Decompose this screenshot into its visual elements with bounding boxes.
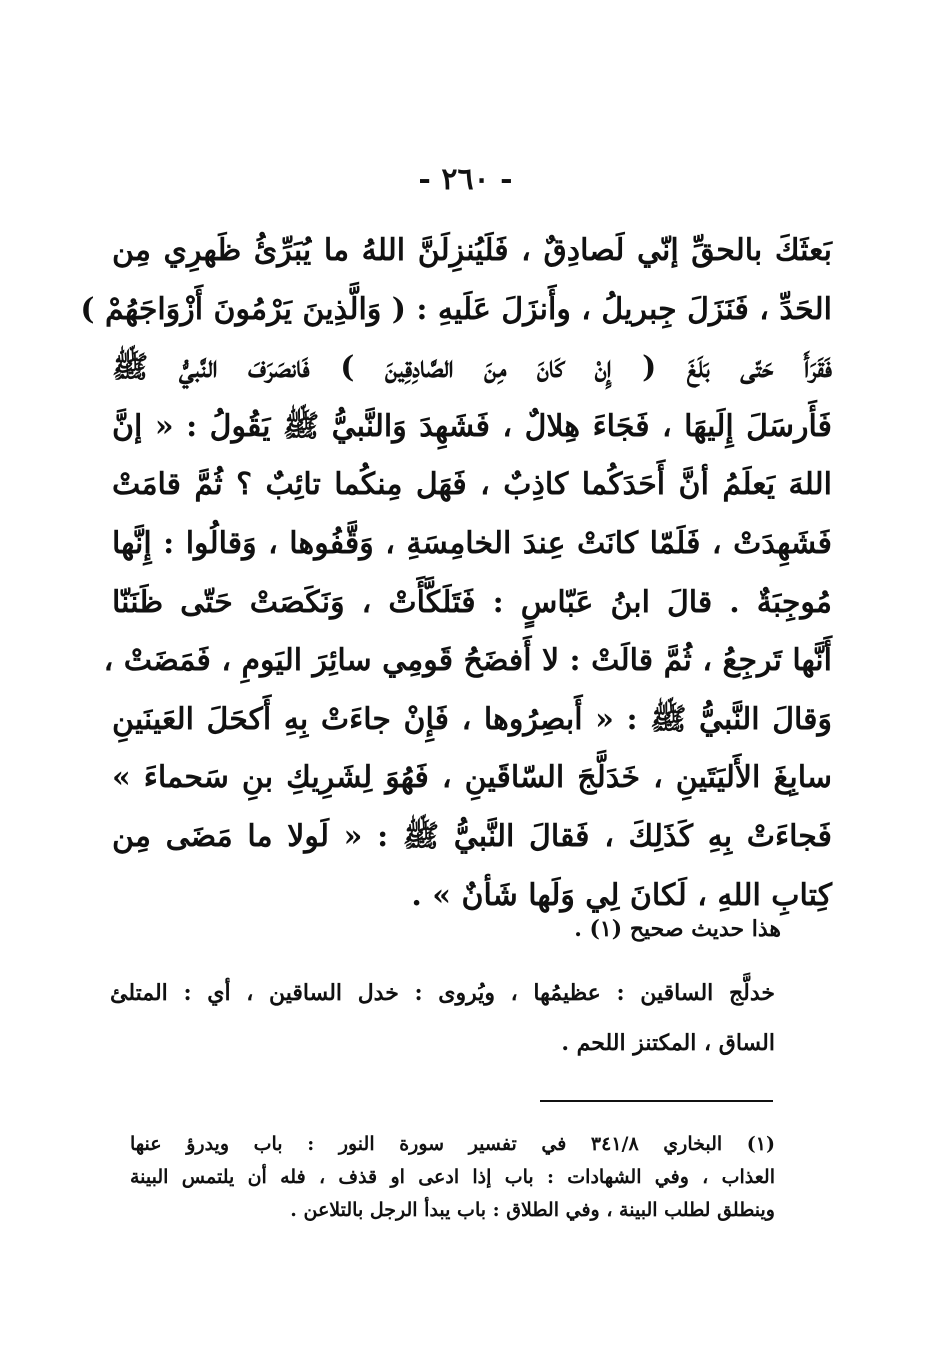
gloss-line: الساق ، المكتنز اللحم . xyxy=(561,1030,775,1056)
body-line: وَقالَ النَّبيُّ ﷺ : « أَبصِرُوها ، فَإِنْ جاءَتْ بِهِ أَكحَلَ العَينَينِ xyxy=(112,701,832,737)
gloss-line: خدلَّج الساقين : عظيمُها ، ويُروى : خدل الساقين ، أي : المتلئ xyxy=(110,980,775,1006)
body-line: فَأَرسَلَ إِلَيهَا ، فَجَاءَ هِلالٌ ، فَشَهِدَ وَالنَّبيُّ ﷺ يَقُولُ : « إنَّ xyxy=(112,408,832,444)
word-gloss xyxy=(110,968,775,1068)
hadith-body-text xyxy=(80,222,832,925)
footnote-divider xyxy=(540,1100,773,1102)
footnote-line: (١) البخاري ٣٤١/٨ في تفسير سورة النور : باب ويدرؤ عنها xyxy=(130,1133,775,1155)
hadith-grade-note: هذا حديث صحيح (١) . xyxy=(574,916,781,942)
body-line: الحَدِّ ، فَنَزَلَ جِبريلُ ، وأَنزَلَ عَلَيهِ : ( وَالَّذِينَ يَرْمُونَ أَزْوَاجَهُمْ ) xyxy=(80,291,832,327)
body-line: مُوجِبَةٌ . قالَ ابنُ عَبّاسٍ : فَتَلَكَّأَتْ ، وَنَكَصَتْ حَتّى ظَنَنّا xyxy=(112,584,832,620)
body-line: اللهَ يَعلَمُ أنَّ أَحَدَكُما كاذِبٌ ، فَهَل مِنكُما تائِبٌ ؟ ثُمَّ قامَتْ xyxy=(112,467,832,503)
body-line: فَقَرَأَ حَتّى بَلَغَ ( إِنْ كَانَ مِنَ الصَّادِقِينَ ) فَانصَرَفَ النَّبيُّ ﷺ xyxy=(112,350,832,386)
body-line: فَجاءَتْ بِهِ كَذَلِكَ ، فَقالَ النَّبيُّ ﷺ : « لَولا ما مَضَى مِن xyxy=(112,818,832,854)
page-number: - ٢٦٠ - xyxy=(418,162,513,197)
footnotes xyxy=(130,1128,775,1227)
footnote-line: العذاب ، وفي الشهادات : باب إذا ادعى او قذف ، فله أن يلتمس البينة xyxy=(130,1166,775,1188)
body-line: سابِغَ الأَليَتَينِ ، خَدَلَّجَ السّاقَينِ ، فَهُوَ لِشَرِيكِ بنِ سَحماءَ » xyxy=(112,760,832,796)
body-line: فَشَهِدَتْ ، فَلَمّا كانَتْ عِندَ الخامِسَةِ ، وَقَّفُوها ، وَقالُوا : إِنَّها xyxy=(112,525,832,561)
footnote-line: وينطلق لطلب البينة ، وفي الطلاق : باب يبدأ الرجل بالتلاعن . xyxy=(290,1199,775,1221)
body-line: بَعثَكَ بالحقِّ إنّي لَصادِقٌ ، فَلَيُنزِلَنَّ اللهُ ما يُبَرِّئُ ظَهرِي مِن xyxy=(112,233,832,268)
body-line: أَنَّها تَرجِعُ ، ثُمَّ قالَتْ : لا أَفضَحُ قَومِي سائِرَ اليَومِ ، فَمَضَتْ ، xyxy=(103,643,832,679)
body-line: كِتابِ اللهِ ، لَكانَ لِي وَلَها شَأنٌ » . xyxy=(411,877,832,913)
